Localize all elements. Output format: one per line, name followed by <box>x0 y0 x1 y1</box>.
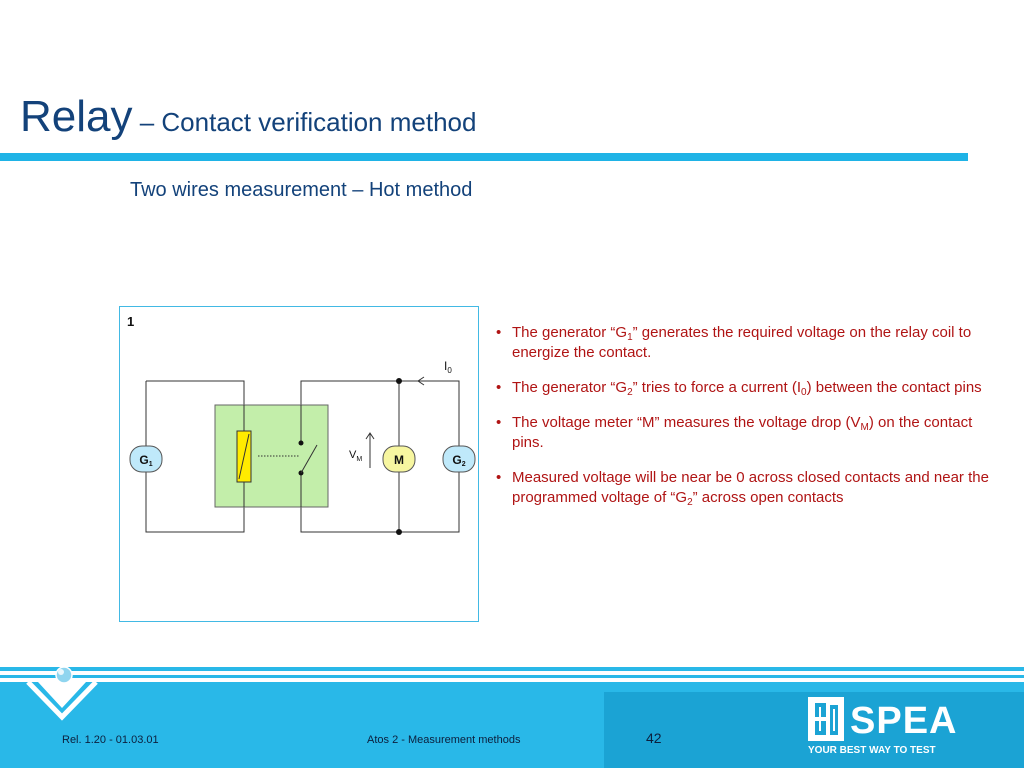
panel-number: 1 <box>127 314 135 329</box>
bullet-item: • The generator “$G_1$” generates the required voltage on the relay coil to energize the contact. <box>494 323 1004 363</box>
orb-icon <box>56 667 72 683</box>
subtitle: Two wires measurement – Hot method <box>130 179 473 201</box>
wire-g1-top <box>146 381 244 405</box>
generator-g1 <box>130 446 162 472</box>
circuit-svg <box>120 307 478 621</box>
footer-doc-title: Atos 2 - Measurement methods <box>367 734 521 746</box>
spea-logo-icon <box>808 697 844 741</box>
release-label: Rel. 1.20 - 01.03.01 <box>62 734 159 746</box>
current-label: $I_0$ <box>444 359 452 375</box>
contact-terminal-top <box>299 441 304 446</box>
generator-g2-label: G2 <box>452 453 466 468</box>
junction-top <box>396 378 402 384</box>
title-underline-bar <box>0 153 968 161</box>
page-number: 42 <box>646 730 662 746</box>
title-main: Relay <box>20 92 133 141</box>
generator-g1-label: G1 <box>139 453 153 468</box>
spea-logo-text: SPEA <box>850 700 958 742</box>
bullet-item: • The generator “$G_2$” tries to force a current $(I_0)$ between the contact pins <box>494 378 1004 398</box>
junction-bottom <box>396 529 402 535</box>
voltage-label: $V_M$ <box>349 449 363 463</box>
bullet-list <box>494 323 1004 523</box>
voltage-meter <box>383 446 415 472</box>
generator-g2 <box>443 446 475 472</box>
circuit-diagram <box>119 306 479 622</box>
title-rest: – Contact verification method <box>132 107 477 137</box>
tagline: YOUR BEST WAY TO TEST <box>808 745 936 756</box>
bullet-item: • Measured voltage will be near be 0 across closed contacts and near the programmed voltage of “$G_2$” across open contacts <box>494 468 1004 508</box>
footer-band <box>0 655 1024 768</box>
bullet-item: • The voltage meter “M” measures the voltage drop $(V_M)$ on the contact pins. <box>494 413 1004 453</box>
slide-title <box>20 92 476 142</box>
voltage-meter-label: M <box>394 453 404 467</box>
